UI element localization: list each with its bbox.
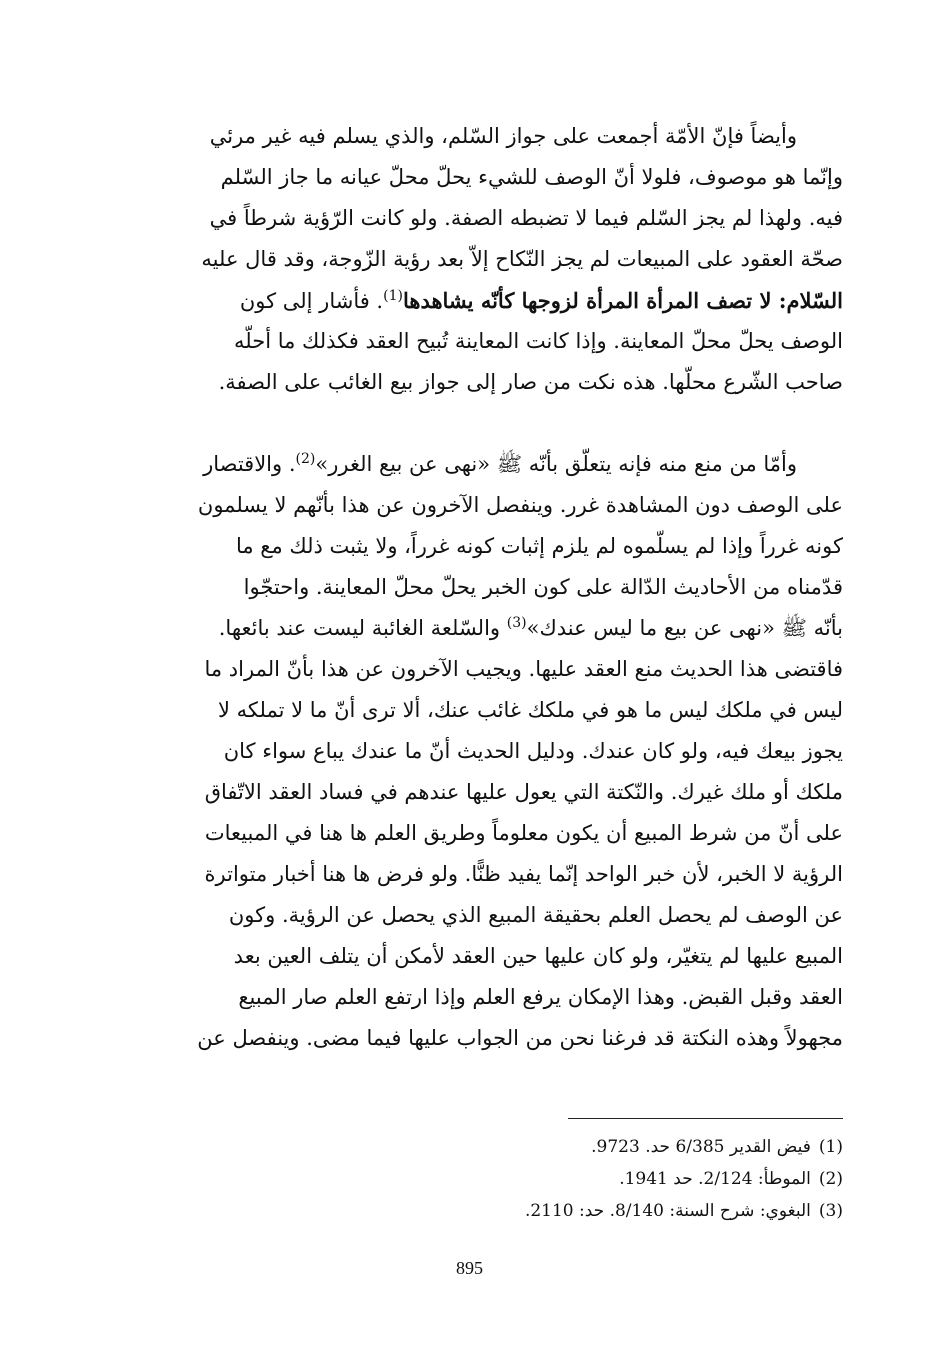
text-line: يجوز بيعك فيه، ولو كان عندك. ودليل الحديث أنّ ما عندك يباع سواء كان <box>223 739 843 763</box>
page-number: 895 <box>456 1258 483 1278</box>
paragraph-1 <box>118 116 843 403</box>
text-line: قدّمناه من الأحاديث الدّالة على كون الخبر يحلّ محلّ المعاينة. واحتجّوا <box>243 575 843 599</box>
footnote-2 <box>420 1163 843 1195</box>
text-line: ملكك أو ملك غيرك. والنّكتة التي يعول عليها عندهم في فساد العقد الاتّفاق <box>204 780 843 804</box>
footnote-text: فيض القدير 6/385 حد. 9723. <box>591 1137 811 1157</box>
footnote-text: الموطأ: 2/124. حد 1941. <box>619 1169 811 1189</box>
footnote-1 <box>420 1131 843 1163</box>
line-tail: . والاقتصار <box>203 452 296 476</box>
text-line <box>118 444 843 485</box>
footnote-number: (2) <box>818 1169 843 1189</box>
text-line: مجهولاً وهذه النكتة قد فرغنا نحن من الجواب عليها فيما مضى. وينفصل عن <box>197 1026 843 1050</box>
text-line <box>118 280 843 321</box>
text-line: ليس في ملكك ليس ما هو في ملكك غائب عنك، ألا ترى أنّ ما لا تملكه لا <box>218 698 843 722</box>
text-line: على أنّ من شرط المبيع أن يكون معلوماً وطريق العلم ها هنا في المبيعات <box>204 821 843 845</box>
text-line <box>118 608 843 649</box>
hadith-text: السّلام: لا تصف المرأة المرأة لزوجها كأنّه يشاهدها <box>402 288 843 313</box>
text-line: وإنّما هو موصوف، فلولا أنّ الوصف للشيء يحلّ محلّ عيانه ما جاز السّلم <box>220 165 843 189</box>
line-head: بأنّه ﷺ «نهى عن بيع ما ليس عندك» <box>526 616 843 640</box>
text-line: الرؤية لا الخبر، لأن خبر الواحد إنّما يفيد ظنًّا. ولو فرض ها هنا أخبار متواترة <box>204 862 843 886</box>
line-tail: . فأشار إلى كون <box>239 289 384 313</box>
footnote-ref-3: (3) <box>506 615 527 631</box>
footnote-divider <box>568 1118 843 1119</box>
text-line: كونه غرراً وإذا لم يسلّموه لم يلزم إثبات كونه غرراً، ولا يثبت ذلك مع ما <box>235 534 843 558</box>
text-line: الوصف يحلّ محلّ المعاينة. وإذا كانت المعاينة تُبيح العقد فكذلك ما أحلّه <box>234 329 843 353</box>
footnote-number: (1) <box>818 1137 843 1157</box>
footnote-number: (3) <box>818 1201 843 1221</box>
text-line: عن الوصف لم يحصل العلم بحقيقة المبيع الذي يحصل عن الرؤية. وكون <box>228 903 843 927</box>
text-line: وأيضاً فإنّ الأمّة أجمعت على جواز السّلم، والذي يسلم فيه غير مرئي <box>209 124 797 148</box>
text-line: فيه. ولهذا لم يجز السّلم فيما لا تضبطه الصفة. ولو كانت الرّؤية شرطاً في <box>209 206 843 230</box>
text-line: على الوصف دون المشاهدة غرر. وينفصل الآخرون عن هذا بأنّهم لا يسلمون <box>197 493 843 517</box>
footnote-ref-2: (2) <box>295 451 316 467</box>
text-line: العقد وقبل القبض. وهذا الإمكان يرفع العلم وإذا ارتفع العلم صار المبيع <box>238 985 843 1009</box>
footnote-text: البغوي: شرح السنة: 8/140. حد: 2110. <box>524 1201 811 1221</box>
line-tail: والسّلعة الغائبة ليست عند بائعها. <box>218 616 507 640</box>
text-line: فاقتضى هذا الحديث منع العقد عليها. ويجيب الآخرون عن هذا بأنّ المراد ما <box>204 657 843 681</box>
footnotes <box>420 1131 843 1227</box>
text-line: المبيع عليها لم يتغيّر، ولو كان عليها حين العقد لأمكن أن يتلف العين بعد <box>233 944 843 968</box>
footnote-ref-1: (1) <box>383 288 403 304</box>
text-line: صاحب الشّرع محلّها. هذه نكت من صار إلى جواز بيع الغائب على الصفة. <box>218 370 843 394</box>
footnote-3 <box>420 1195 843 1227</box>
paragraph-2 <box>118 444 843 1059</box>
text-line: صحّة العقود على المبيعات لم يجز النّكاح إلاّ بعد رؤية الزّوجة، وقد قال عليه <box>201 247 843 271</box>
line-head: وأمّا من منع منه فإنه يتعلّق بأنّه ﷺ «نهى عن بيع الغرر» <box>315 452 797 476</box>
